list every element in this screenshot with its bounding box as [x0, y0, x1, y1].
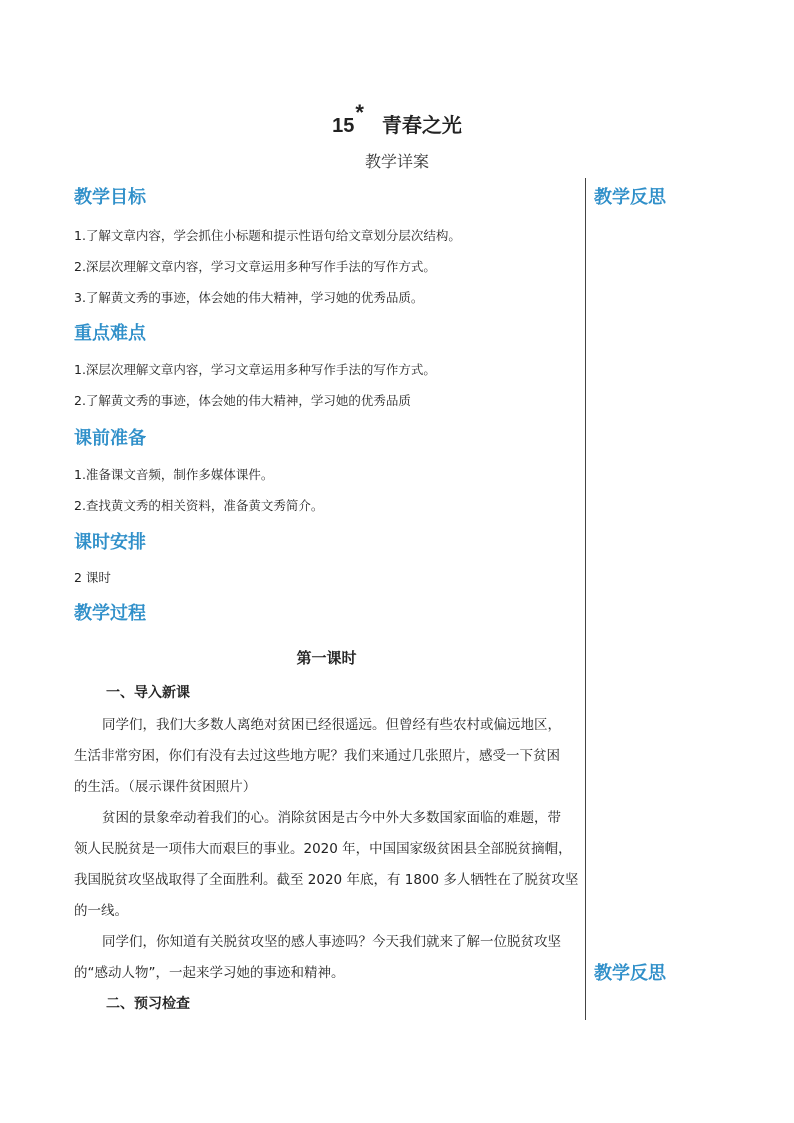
schedule-item: 2 课时 [74, 570, 111, 585]
column-divider [585, 178, 586, 1020]
section-heading-preparation: 课前准备 [74, 428, 146, 449]
body-text-line: 的“感动人物”，一起来学习她的事迹和精神。 [74, 965, 345, 981]
body-text-line: 同学们，你知道有关脱贫攻坚的感人事迹吗？今天我们就来了解一位脱贫攻坚 [102, 934, 561, 950]
part-heading-preview-check: 二、预习检查 [106, 996, 190, 1012]
body-text-line: 生活非常穷困，你们有没有去过这些地方呢？我们来通过几张照片，感受一下贫困 [74, 748, 560, 764]
section-heading-process: 教学过程 [74, 603, 146, 624]
key-point-item: 1.深层次理解文章内容，学习文章运用多种写作手法的写作方式。 [74, 362, 436, 377]
part-heading-intro: 一、导入新课 [106, 685, 190, 701]
period-title: 第一课时 [296, 649, 357, 667]
reflection-heading-top: 教学反思 [594, 187, 666, 208]
body-text-line: 的生活。（展示课件贫困照片） [74, 779, 257, 795]
body-text-line: 我国脱贫攻坚战取得了全面胜利。截至 2020 年底，有 1800 多人牺牲在了脱贫攻坚 [74, 872, 579, 888]
objective-item: 3.了解黄文秀的事迹，体会她的伟大精神，学习她的优秀品质。 [74, 290, 424, 305]
self-study-star-mark: * [355, 100, 364, 125]
key-point-item: 2.了解黄文秀的事迹，体会她的伟大精神，学习她的优秀品质 [74, 393, 411, 408]
body-text-line: 同学们，我们大多数人离绝对贫困已经很遥远。但曾经有些农村或偏远地区， [102, 717, 561, 733]
lesson-title: 青春之光 [381, 113, 462, 137]
section-heading-objectives: 教学目标 [74, 187, 146, 208]
section-heading-schedule: 课时安排 [74, 532, 146, 553]
objective-item: 2.深层次理解文章内容，学习文章运用多种写作手法的写作方式。 [74, 259, 436, 274]
lesson-number: 15 [332, 115, 355, 137]
body-text-line: 领人民脱贫是一项伟大而艰巨的事业。2020 年，中国国家级贫困县全部脱贫摘帽， [74, 841, 572, 857]
body-text-line: 的一线。 [74, 903, 128, 919]
preparation-item: 1.准备课文音频，制作多媒体课件。 [74, 467, 274, 482]
objective-item: 1.了解文章内容，学会抓住小标题和提示性语句给文章划分层次结构。 [74, 228, 461, 243]
lesson-title-row [0, 100, 794, 138]
body-text-line: 贫困的景象牵动着我们的心。消除贫困是古今中外大多数国家面临的难题，带 [102, 810, 561, 826]
reflection-heading-bottom: 教学反思 [594, 963, 666, 984]
page-subtitle: 教学详案 [364, 152, 429, 171]
preparation-item: 2.查找黄文秀的相关资料，准备黄文秀简介。 [74, 498, 324, 513]
section-heading-key-points: 重点难点 [74, 323, 146, 344]
